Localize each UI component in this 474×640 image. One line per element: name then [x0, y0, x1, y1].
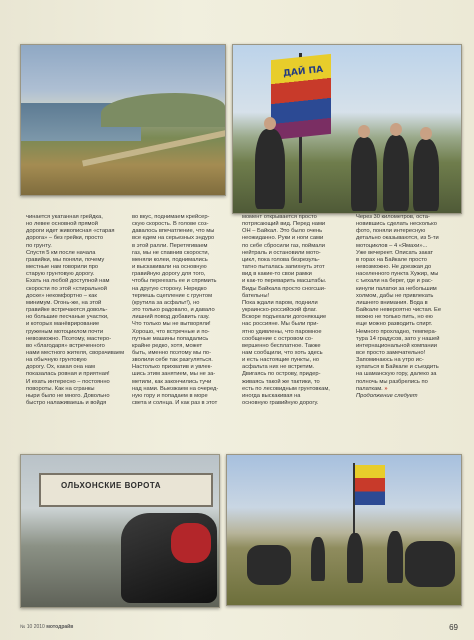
footer — [20, 624, 73, 630]
article-column-2 — [132, 214, 236, 407]
rider-figure — [255, 129, 285, 209]
rider-figure — [413, 139, 439, 211]
column-text: момент открывается просто потрясающий вид. Перед нами ОН – Байкал. Это было очень неожиданно. Руки и ноги сами по себе сбросили газ, поймали нейтраль и остановили мото- цикл, пока голова безрезуль- татно пыталась запихнуть этот вид в какие-то свои рамки и как-то переварить масштабы. Виды Байкала просто сногсши- бательны! Пока ждали паром, поднили украинско-российский флаг. Вскоре подъехали догоняющие нас россияне. Мы были при- ятно удивлены, что паромное сообщение с островом со- вершенно бесплатное. Также нам сообщили, что хоть здесь и есть настоящие пункты, но асфальта них не встретим. Двигаясь по острову, придер- живаясь такой же тактики, то есть по лесовидным грунтовкам, иногда выскакивая на основную гравийную дорогу. — [242, 214, 330, 407]
brand-name: мотодрайв — [46, 624, 74, 630]
rider-head — [420, 127, 432, 140]
continued-note: Продолжение следует — [356, 392, 418, 399]
photo-riders-with-flag — [232, 44, 462, 214]
rider-figure — [347, 533, 363, 583]
photo-bikes-steppe — [226, 454, 462, 606]
article-column-1 — [26, 214, 128, 407]
flag-text: ДАЙ ПА — [282, 64, 324, 80]
rider-figure — [351, 137, 377, 211]
article-column-3 — [242, 214, 346, 407]
column-text — [356, 214, 460, 393]
article-column-4 — [356, 214, 460, 400]
rider-head — [390, 123, 402, 136]
motorcycle — [405, 541, 455, 587]
column-text: чинается укатанная грейдка, но левее основной прямой дороги идет живописная «старая дорога» – без грейки, просто по грунту. Спустя 5 км после начала гравийки, мы поняли, почему местные нам говорили про старую грунтовую дорогу. Ехать на любой доступной нам скорости по этой «стиральной доске» некомфортно – как минимум. Огонь-же, на этой гравийке встречаются доволь- но большие песчаные участки, и которых манёврирование груженым мотоциклом почти невозможно. Поэтому, мастеро- во «благодаря» встреченного нами местного жителя, сворачиваем на обычную грунтовую дорогу. Ох, какая она нам показалась ровная и приятная! И ехать интересно – постоянно повороты. Как на сгранкы ныри было не много. Довольно быстро налаживаешь и войдя — [26, 214, 125, 407]
rider-head — [358, 125, 370, 138]
hills — [101, 93, 225, 127]
photo-ferry-motorcycle — [20, 454, 220, 608]
column-text: во вкус, поднимаем крейсер- скую скорость. В голове соз- давалось впечатление, что мы все едем на серьезных эндуро в этой ралли. Перетягиваем газ, мы не спавнив скорости, меняли колеи, поднимались и выскакивали на основную гравийную дорогу для того, чтобы переехать ее и спрямить на другую сторону. Нередко теряешь сцепление с грунтом (крутила за асфальт!), но это только радовало, и давало лишний повод добавить газу. Что только мы не вытворяли! Хорошо, что встречные и по- путные машины попадались крайне редко, хотя, может быть, именно поэтому мы по- зволили себе так разгуляться. Настолько прихватив и увлек- шись этим занятием, мы не за- метили, как закончились тучи над нами. Выезжаем на очеред- ную гору и попадаем в море света и солнца. И как раз в этот — [132, 214, 219, 407]
photo-baikal-coast — [20, 44, 226, 196]
ferry-name: ОЛЬХОНСКИЕ ВОРОТА — [61, 481, 161, 490]
ferry — [39, 473, 213, 507]
page-number: 69 — [449, 623, 458, 632]
rider-figure — [311, 537, 325, 581]
column-text-body: Через 30 километров, оста- новившись сделать несколько фото, поняли интересную детально оказываются, из 5-ти мотоциклов – 4 «Ямахи»... Уже вечереет. Опиcать закат в горах на Байкале просто невозможно. Не доезжая до населенного пункта Хужир, мы с ъехали на берег, где и рас- кинули палатки за небольшим холмом, дабы не привлекать лишнего внимания. Вода в Байкале невероятно чистая. Ее можно не только пить, но ею еще можно разводить спирт. Немного прохладно, темпера- тура 14 градусов, зато у нашей интернациональной компании все просто замечательно! Запоминаюсь на утро ис- купаться в Байкале и съездить на шаманскую гору, далеко за полночь мы разбрелись по палаткам. — [356, 214, 442, 392]
rider-figure — [383, 135, 409, 211]
motorcycle-fairing — [171, 523, 211, 563]
motorcycle — [247, 545, 291, 585]
end-marker: » — [384, 385, 388, 392]
rider-head — [264, 117, 276, 130]
rider-figure — [387, 531, 403, 583]
issue-number: № 10 2010 — [20, 624, 45, 630]
flag — [355, 465, 385, 505]
